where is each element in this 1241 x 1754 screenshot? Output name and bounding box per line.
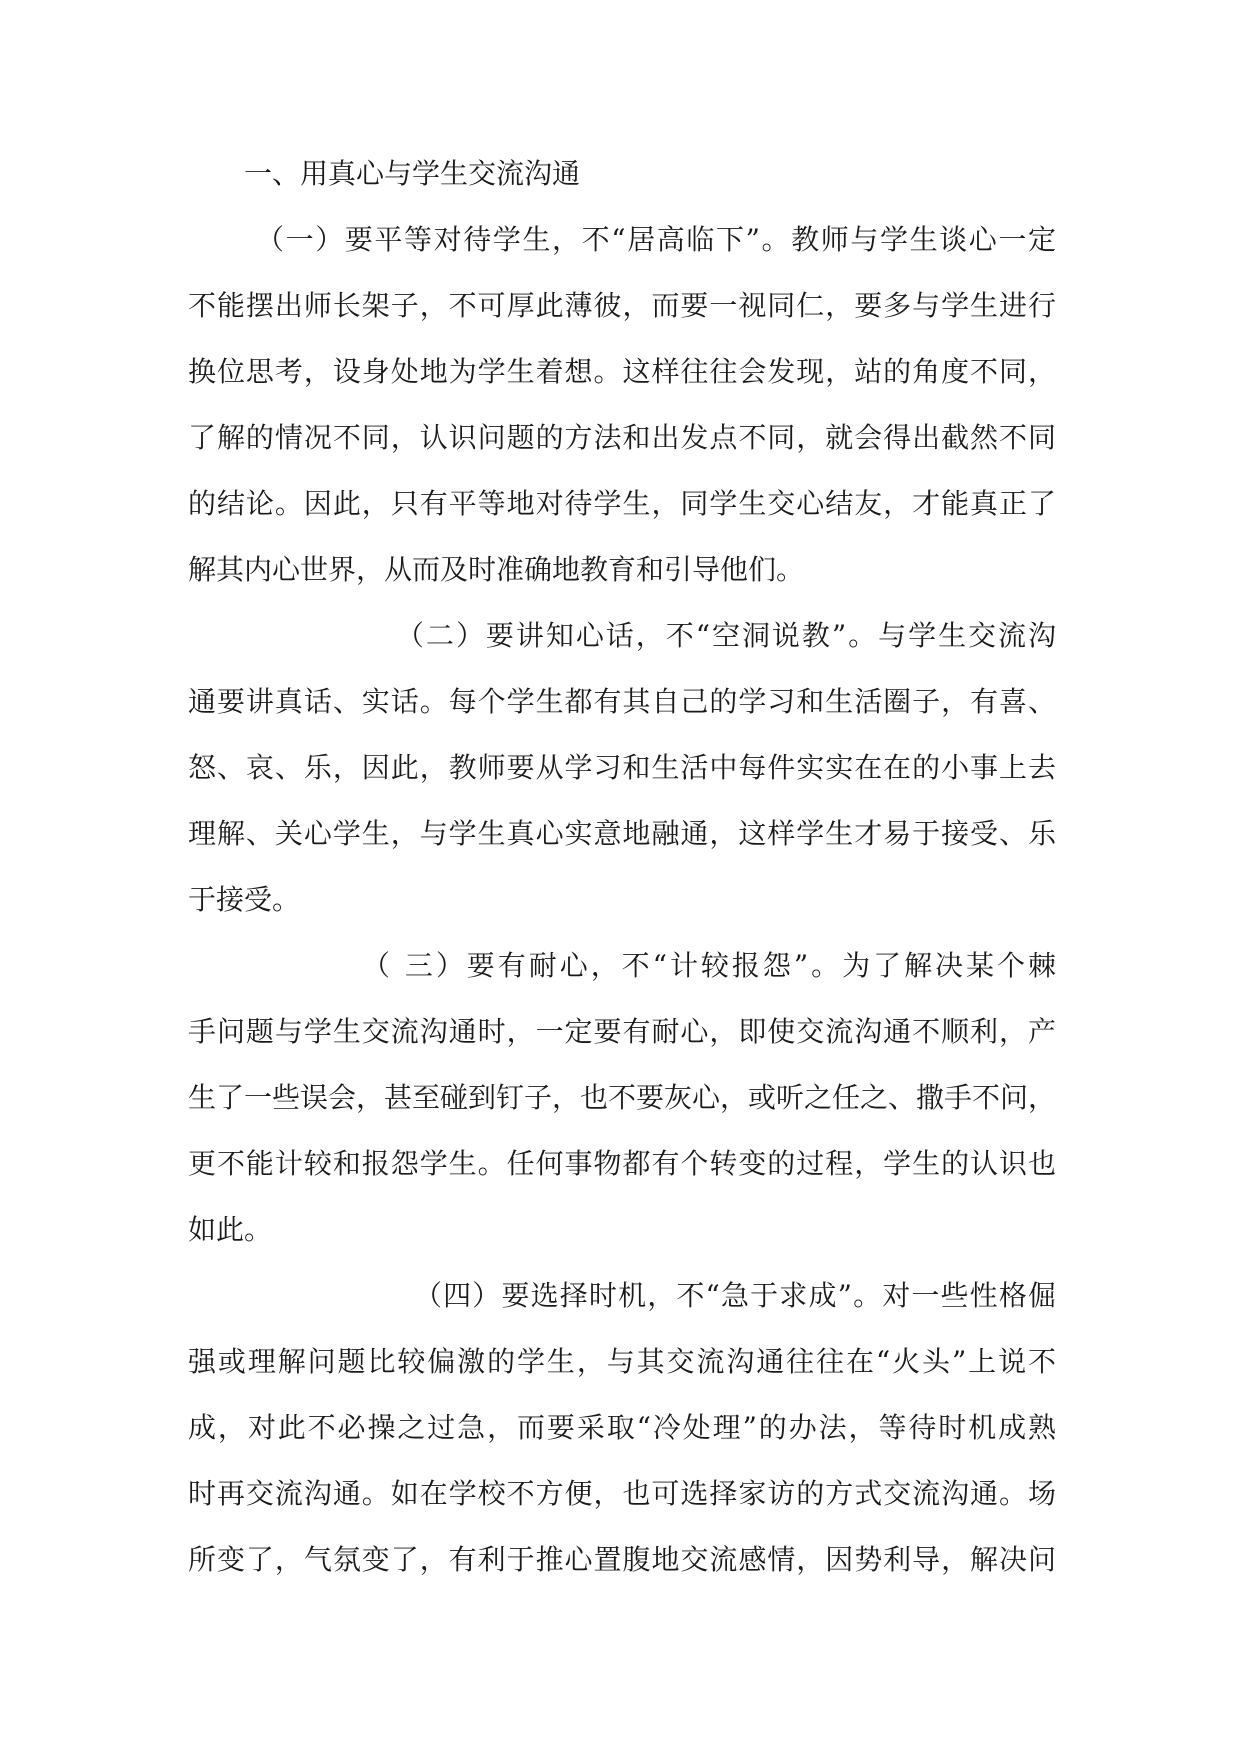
- paragraph-line: 成，对此不必操之过急，而要采取“冷处理”的办法，等待时机成熟: [188, 1411, 1056, 1444]
- paragraph-line: （一）要平等对待学生，不“居高临下”。教师与学生谈心一定: [256, 223, 1056, 256]
- paragraph-line: 所变了，气氛变了，有利于推心置腹地交流感情，因势利导，解决问: [188, 1543, 1056, 1576]
- paragraph-line: （ 三）要有耐心，不“计较报怨”。为了解决某个棘: [362, 949, 1056, 982]
- paragraph-line: 强或理解问题比较偏激的学生，与其交流沟通往往在“火头”上说不: [188, 1345, 1056, 1378]
- paragraph-line: 了解的情况不同，认识问题的方法和出发点不同，就会得出截然不同: [188, 421, 1056, 454]
- paragraph-line: 手问题与学生交流沟通时，一定要有耐心，即使交流沟通不顺利，产: [188, 1015, 1056, 1048]
- paragraph-line: 理解、关心学生，与学生真心实意地融通，这样学生才易于接受、乐: [188, 817, 1056, 850]
- paragraph-line: 如此。: [188, 1213, 273, 1246]
- paragraph-line: 生了一些误会，甚至碰到钉子，也不要灰心，或听之任之、撒手不问，: [188, 1081, 1057, 1114]
- paragraph-line: （二）要讲知心话，不“空洞说教”。与学生交流沟: [396, 619, 1056, 652]
- paragraph-line: 换位思考，设身处地为学生着想。这样往往会发现，站的角度不同，: [188, 355, 1056, 388]
- paragraph-line: 解其内心世界，从而及时准确地教育和引导他们。: [188, 553, 805, 586]
- paragraph-line: 更不能计较和报怨学生。任何事物都有个转变的过程，学生的认识也: [188, 1147, 1056, 1180]
- paragraph-line: （四）要选择时机，不“急于求成”。对一些性格倔: [414, 1279, 1056, 1312]
- paragraph-line: 于接受。: [188, 883, 301, 916]
- paragraph-line: 时再交流沟通。如在学校不方便，也可选择家访的方式交流沟通。场: [188, 1477, 1056, 1510]
- paragraph-line: 怒、哀、乐，因此，教师要从学习和生活中每件实实在在的小事上去: [188, 751, 1056, 784]
- paragraph-line: 的结论。因此，只有平等地对待学生，同学生交心结友，才能真正了: [188, 487, 1056, 520]
- section-heading: 一、用真心与学生交流沟通: [244, 157, 581, 190]
- document-body: [188, 153, 1056, 1605]
- paragraph-line: 通要讲真话、实话。每个学生都有其自己的学习和生活圈子，有喜、: [188, 685, 1056, 718]
- paragraph-line: 不能摆出师长架子，不可厚此薄彼，而要一视同仁，要多与学生进行: [188, 289, 1056, 322]
